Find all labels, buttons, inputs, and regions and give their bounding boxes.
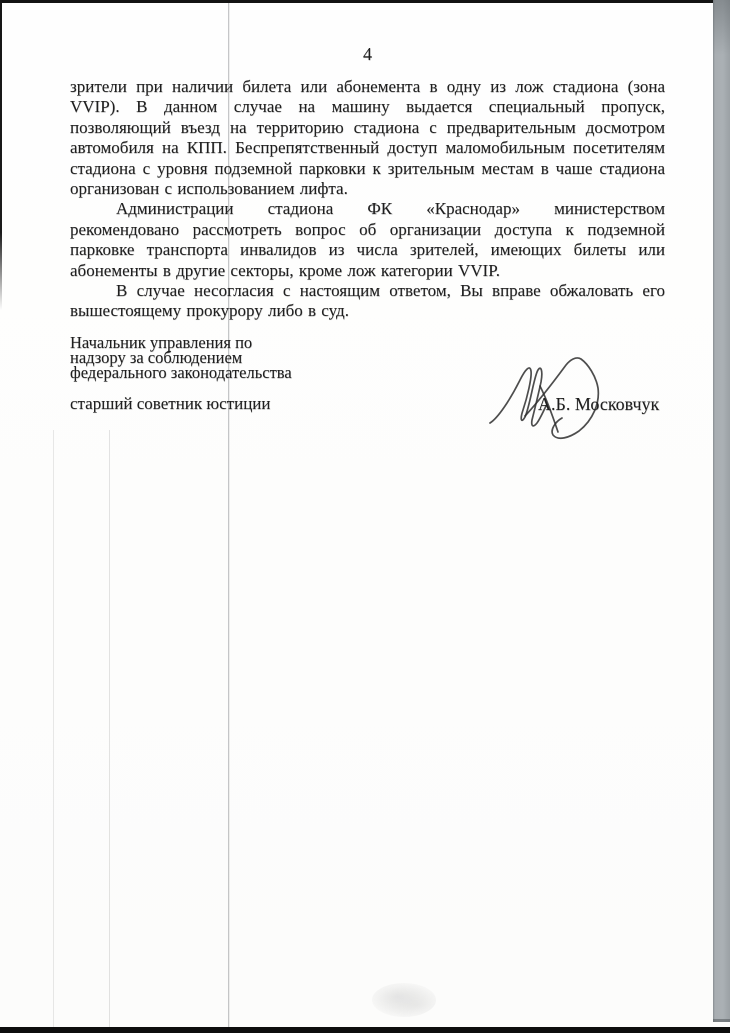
- fold-line: [109, 430, 110, 1027]
- body-line: рекомендовано рассмотреть вопрос об организации доступа к подземной: [70, 219, 665, 239]
- signer-rank: старший советник юстиции: [70, 394, 271, 414]
- body-line: автомобиля на КПП. Беспрепятственный доступ маломобильным посетителям: [70, 138, 665, 158]
- spacer: [70, 380, 400, 394]
- body-line: позволяющий въезд на территорию стадиона с предварительным досмотром: [70, 117, 665, 137]
- scan-smudge: [372, 983, 436, 1017]
- position-line: надзору за соблюдением: [70, 347, 243, 367]
- scan-edge-top: [0, 0, 730, 3]
- signer-position-block: [70, 333, 400, 414]
- body-line: абонементы в другие секторы, кроме лож категории VVIP.: [70, 260, 501, 280]
- page-number: 4: [363, 44, 372, 64]
- body-line: вышестоящему прокурору либо в суд.: [70, 301, 349, 321]
- body-line: зрители при наличии билета или абонемента в одну из лож стадиона (зона: [70, 77, 665, 96]
- scan-edge-bottom: [0, 1027, 730, 1033]
- letter-body: [70, 77, 665, 322]
- handwritten-signature-icon: [470, 338, 670, 443]
- body-line: VVIP). В данном случае на машину выдается специальный пропуск,: [70, 97, 665, 117]
- body-line: В случае несогласия с настоящим ответом, Вы вправе обжаловать его: [116, 281, 665, 301]
- position-line: Начальник управления по: [70, 333, 253, 352]
- signer-name: А.Б. Московчук: [538, 394, 660, 414]
- page-edge-shadow-strip: [713, 0, 730, 1022]
- scan-edge-left: [0, 0, 2, 310]
- body-line: Администрации стадиона ФК «Краснодар» министерством: [116, 199, 665, 219]
- body-line: организован с использованием лифта.: [70, 179, 348, 199]
- body-line: стадиона с уровня подземной парковки к зрительным местам в чаше стадиона: [70, 158, 665, 178]
- position-line: федерального законодательства: [70, 362, 292, 382]
- fold-line: [53, 430, 54, 1027]
- body-line: парковке транспорта инвалидов из числа зрителей, имеющих билеты или: [70, 240, 665, 260]
